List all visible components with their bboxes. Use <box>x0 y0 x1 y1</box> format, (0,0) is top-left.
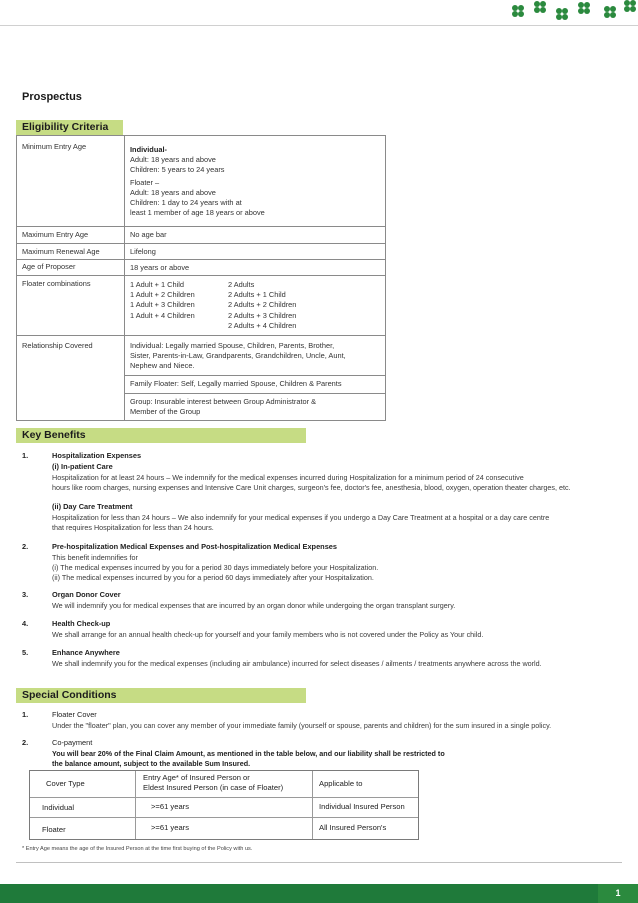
row-value: 18 years or above <box>130 263 190 272</box>
floater-combinations-col1: 1 Adult + 1 Child 1 Adult + 2 Children 1 Adult + 3 Children 1 Adult + 4 Children <box>130 280 195 320</box>
clover-icon <box>534 1 546 13</box>
footer-band <box>0 884 638 903</box>
section-header-special-conditions: Special Conditions <box>16 688 306 703</box>
row-value: No age bar <box>130 230 167 239</box>
row-label: Maximum Entry Age <box>22 230 89 239</box>
copayment-table <box>29 770 419 840</box>
relationship-family: Family Floater: Self, Legally married Spouse, Children & Parents <box>130 379 342 388</box>
row-label: Maximum Renewal Age <box>22 247 100 256</box>
table-cell: All Insured Person's <box>319 823 387 832</box>
page-number: 1 <box>598 884 638 903</box>
clover-icon <box>512 5 524 17</box>
table-cell: >=61 years <box>151 802 189 811</box>
relationship-group: Group: Insurable interest between Group Administrator & Member of the Group <box>130 397 317 417</box>
row-value: Lifelong <box>130 247 156 256</box>
footnote: * Entry Age means the age of the Insured Person at the time first buying of the Policy with us. <box>22 846 253 852</box>
table-cell: >=61 years <box>151 823 189 832</box>
section-header-eligibility: Eligibility Criteria <box>16 120 123 135</box>
table-cell: Individual <box>42 803 75 812</box>
row-label: Floater combinations <box>22 279 91 288</box>
row-value: Individual- Adult: 18 years and above Children: 5 years to 24 years Floater – Adult: 18 years and above Children: 1 day to 24 years with at least 1 member of age 18 years or above <box>130 145 265 218</box>
clover-icon <box>604 6 616 18</box>
table-cell: Floater <box>42 825 66 834</box>
clover-icon <box>578 2 590 14</box>
table-header: Cover Type <box>46 779 85 788</box>
table-header: Applicable to <box>319 779 363 788</box>
row-label: Relationship Covered <box>22 341 93 350</box>
bottom-divider <box>16 862 622 863</box>
relationship-individual: Individual: Legally married Spouse, Children, Parents, Brother, Sister, Parents-in-Law, Grandparents, Grandchildren, Uncle, Aunt, Nephew and Niece. <box>130 341 346 371</box>
clover-icon <box>624 0 636 12</box>
row-label: Minimum Entry Age <box>22 142 87 151</box>
table-header: Entry Age* of Insured Person or Eldest Insured Person (in case of Floater) <box>143 773 284 792</box>
top-divider <box>0 25 638 26</box>
floater-combinations-col2: 2 Adults 2 Adults + 1 Child 2 Adults + 2 Children 2 Adults + 3 Children 2 Adults + 4 Children <box>228 280 297 330</box>
table-cell: Individual Insured Person <box>319 802 405 811</box>
page-title: Prospectus <box>22 91 82 103</box>
section-header-key-benefits: Key Benefits <box>16 428 306 443</box>
row-label: Age of Proposer <box>22 262 76 271</box>
clover-icon <box>556 8 568 20</box>
